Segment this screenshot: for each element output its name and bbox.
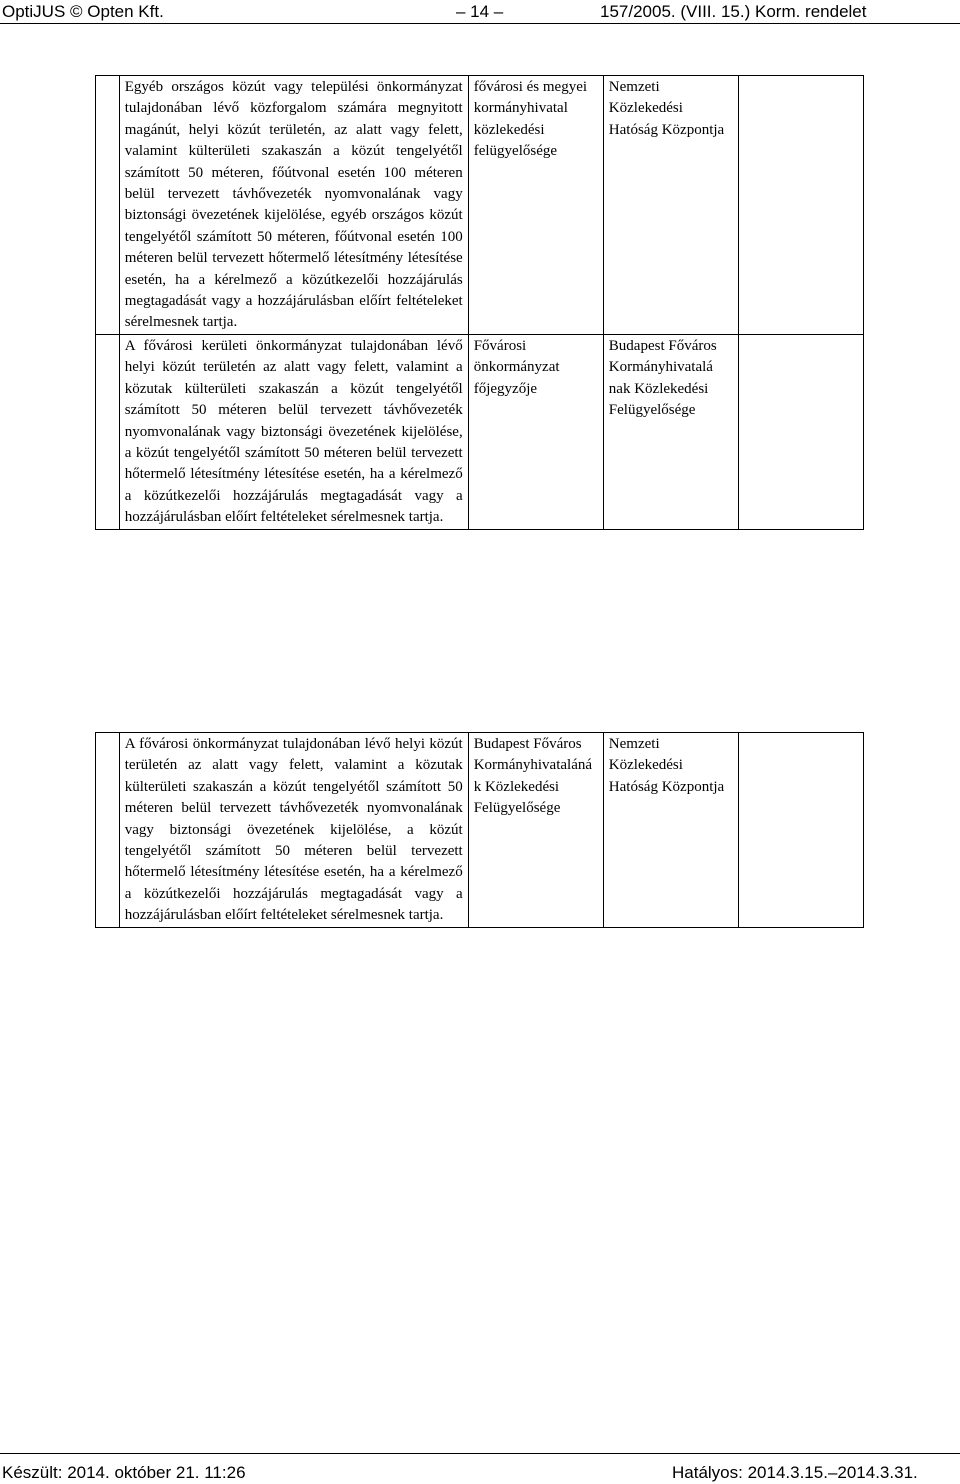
table-row <box>96 334 864 529</box>
effective-date: Hatályos: 2014.3.15.–2014.3.31. <box>672 1463 918 1482</box>
empty-cell <box>738 76 863 335</box>
first-instance-authority: fővárosi és megyei kormányhivatal közlekedési felügyelősége <box>468 76 603 335</box>
appeal-authority: Budapest Főváros Kormányhivatalá nak Közlekedési Felügyelősége <box>603 334 738 529</box>
case-description: A fővárosi kerületi önkormányzat tulajdonában lévő helyi közút területén az alatt vagy felett, valamint a közutak külterületi szakaszán a közút tengelyétől számított 50 méteren belül tervezett távhővezeték nyomvonalának vagy biztonsági övezetének kijelölése, a közút tengelyétől számított 50 méteren belül tervezett hőtermelő létesítmény létesítése esetén, ha a kérelmező a közútkezelői hozzájárulás megtagadását vagy a hozzájárulásban előírt feltételeket sérelmesnek tartja. <box>119 334 468 529</box>
regulation-title: 157/2005. (VIII. 15.) Korm. rendelet <box>600 2 867 21</box>
created-date: Készült: 2014. október 21. 11:26 <box>2 1463 246 1482</box>
empty-cell <box>738 733 863 928</box>
row-number-cell <box>96 76 120 335</box>
first-instance-authority: Fővárosi önkormányzat főjegyzője <box>468 334 603 529</box>
header-divider <box>0 23 960 24</box>
first-instance-authority: Budapest Főváros Kormányhivataláná k Közlekedési Felügyelősége <box>468 733 603 928</box>
authority-table-2 <box>95 732 864 928</box>
authority-table-1 <box>95 75 864 530</box>
row-number-cell <box>96 733 120 928</box>
case-description: Egyéb országos közút vagy települési önkormányzat tulajdonában lévő közforgalom számára megnyitott magánút, helyi közút területén, az alatt vagy felett, valamint külterületi szakaszán a közút tengelyétől számított 50 méteren, főútvonal esetén 100 méteren belül tervezett távhővezeték nyomvonalának vagy biztonsági övezetének kijelölése, egyéb országos közút tengelyétől számított 50 méteren, főútvonal esetén 100 méteren belül tervezett hőtermelő létesítmény létesítése esetén, ha a kérelmező a közútkezelői hozzájárulás megtagadását vagy a hozzájárulásban előírt feltételeket sérelmesnek tartja. <box>119 76 468 335</box>
table-row <box>96 76 864 335</box>
page-header <box>0 0 960 24</box>
row-number-cell <box>96 334 120 529</box>
footer-divider <box>0 1453 960 1454</box>
case-description: A fővárosi önkormányzat tulajdonában lévő helyi közút területén az alatt vagy felett, valamint a közutak külterületi szakaszán a közút tengelyétől számított 50 méteren belül tervezett távhővezeték nyomvonalának vagy biztonsági övezetének kijelölése, a közút tengelyétől számított 50 méteren belül tervezett hőtermelő létesítmény létesítése esetén, ha a kérelmező a közútkezelői hozzájárulás megtagadását vagy a hozzájárulásban előírt feltételeket sérelmesnek tartja. <box>119 733 468 928</box>
table-row <box>96 733 864 928</box>
appeal-authority: Nemzeti Közlekedési Hatóság Központja <box>603 733 738 928</box>
publisher-label: OptiJUS © Opten Kft. <box>2 2 164 21</box>
appeal-authority: Nemzeti Közlekedési Hatóság Központja <box>603 76 738 335</box>
page-number: – 14 – <box>456 2 504 21</box>
empty-cell <box>738 334 863 529</box>
